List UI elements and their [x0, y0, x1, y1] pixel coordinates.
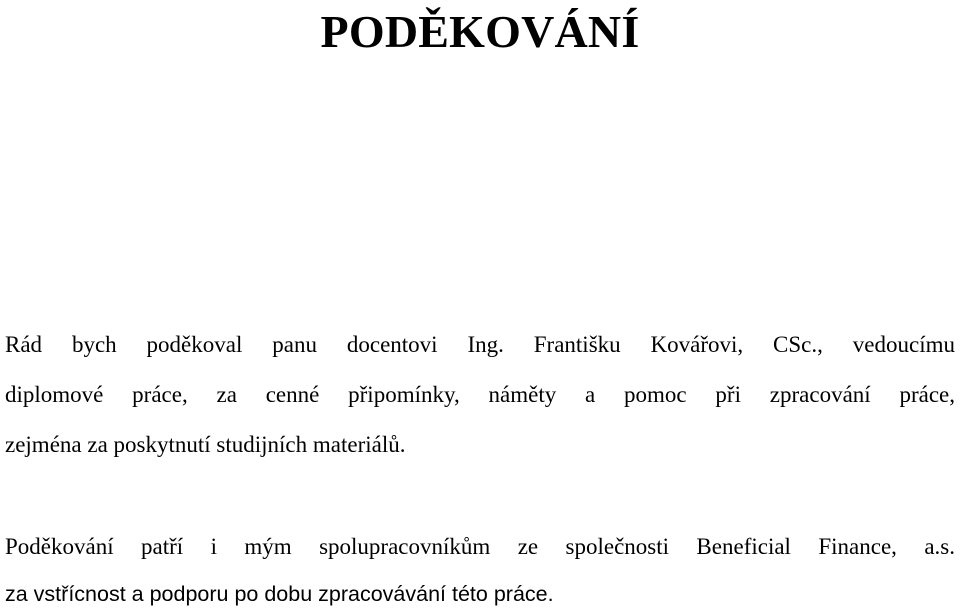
paragraph-2-line-2: za vstřícnost a podporu po dobu zpracovávání této práce.	[5, 582, 554, 606]
paragraph-1-line-2: diplomové práce, za cenné připomínky, náměty a pomoc při zpracování práce,	[5, 382, 955, 407]
paragraph-1-line-1: Rád bych poděkoval panu docentovi Ing. Františku Kovářovi, CSc., vedoucímu	[5, 332, 955, 357]
paragraph-1-line-3: zejména za poskytnutí studijních materiálů.	[5, 432, 406, 457]
paragraph-2-line-1: Poděkování patří i mým spolupracovníkům ze společnosti Beneficial Finance, a.s.	[5, 534, 955, 559]
page-title: PODĚKOVÁNÍ	[320, 6, 640, 57]
